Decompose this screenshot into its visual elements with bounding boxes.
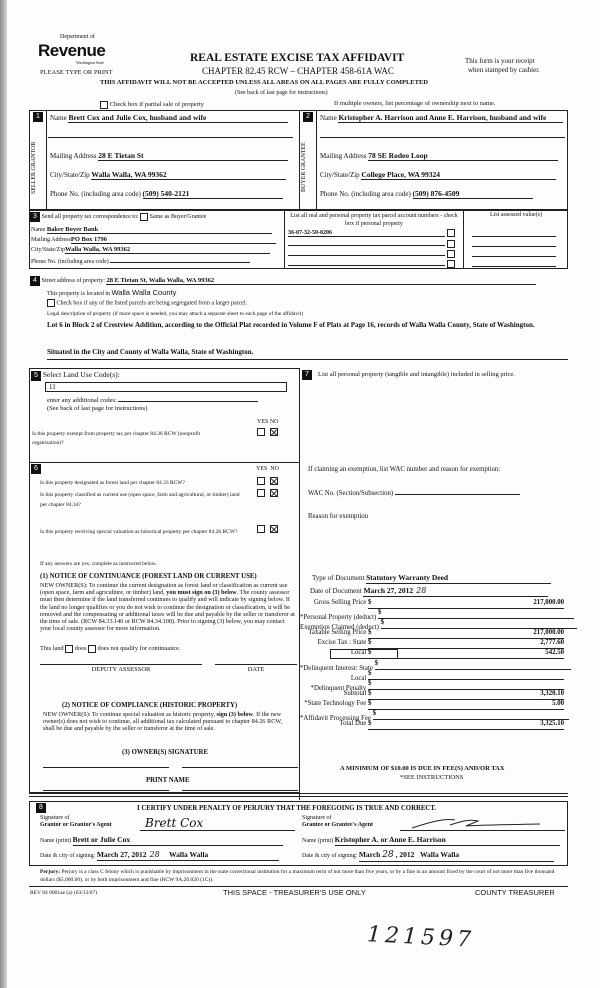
divider: [29, 793, 568, 797]
logo-state: Washington State: [76, 60, 105, 65]
land-use-code-field[interactable]: 11: [45, 382, 287, 392]
corr-city-field[interactable]: Walla Walla, WA 99362: [65, 246, 270, 254]
form-number: REV 84 0001ae (a) (03/13/07): [30, 890, 98, 896]
label: Date & city of signing:: [40, 853, 96, 859]
assessor-date-line[interactable]: DATE: [215, 664, 297, 674]
forest-question: Is this property designated as forest land per chapter 84.33 RCW?: [40, 480, 185, 486]
section-8-number: 8: [36, 803, 46, 813]
historic-question: Is this property receiving special valuation as historical property per chapter 84.26 RCW?: [40, 529, 238, 535]
treasurer-use-label: THIS SPACE - TREASURER'S USE ONLY: [223, 888, 366, 897]
label: Signature of: [40, 815, 70, 821]
tax-line: [300, 659, 564, 672]
label: Name (print): [40, 838, 72, 844]
section-7-number: 7: [302, 370, 312, 380]
correspondence-label: Send all property tax correspondence to:: [41, 214, 139, 220]
parcel-number-field[interactable]: 36-07-32-50-0206: [288, 230, 445, 237]
tax-line-value[interactable]: $ 5.00: [368, 699, 564, 710]
corr-name-field[interactable]: Baker Boyer Bank: [47, 226, 272, 234]
tax-line-label: *Delinquent Penalty: [310, 684, 367, 692]
grantee-signature[interactable]: [400, 816, 565, 831]
buyer-name-line-2[interactable]: [320, 132, 565, 138]
parcel-field[interactable]: [288, 249, 445, 256]
assessed-value-field[interactable]: [472, 236, 556, 237]
handwritten-number: 121597: [366, 922, 476, 953]
if-yes-note: If any answers are yes, complete as instructed below.: [40, 561, 157, 567]
form-title: REAL ESTATE EXCISE TAX AFFIDAVIT: [190, 52, 405, 64]
exempt-no-checkbox[interactable]: [270, 428, 278, 436]
county-treasurer-label: COUNTY TREASURER: [475, 888, 555, 897]
handwritten-date-correction: 28: [149, 850, 160, 859]
personal-property-checkbox[interactable]: [447, 229, 455, 237]
tax-line: [300, 628, 564, 638]
section-1-number: 1: [33, 112, 43, 122]
section-5-number: 5: [31, 371, 41, 381]
tax-line-value[interactable]: $ 217,000.00: [368, 628, 564, 639]
additional-codes-field[interactable]: [118, 395, 258, 402]
tax-line-value[interactable]: $: [373, 709, 569, 720]
label: does: [74, 645, 87, 652]
partial-sale-checkbox[interactable]: [100, 101, 108, 109]
property-street-field[interactable]: 28 E Tietan St, Walla Walla, WA 99362: [106, 277, 536, 285]
owner-signature-line[interactable]: [43, 767, 169, 768]
label: Phone No. (including area code): [50, 190, 141, 198]
label: City/State/Zip: [31, 247, 65, 253]
label: Date of Document: [310, 587, 362, 595]
form-subtitle: CHAPTER 82.45 RCW – CHAPTER 458-61A WAC: [202, 66, 394, 76]
tax-line-label: Local: [350, 674, 367, 682]
corr-phone-field[interactable]: [110, 256, 250, 263]
tax-line-label: Subtotal: [343, 689, 367, 697]
print-name-label: PRINT NAME: [146, 777, 190, 784]
tax-line: [300, 598, 564, 608]
historic-yes-checkbox[interactable]: [257, 525, 265, 533]
personal-property-label: List all personal property (tangible and intangible) included in selling price.: [318, 371, 515, 378]
section-6-number: 6: [31, 464, 41, 474]
seller-phone-field[interactable]: (509) 540-2121: [143, 189, 283, 199]
label: City/State/Zip: [320, 171, 360, 179]
acceptance-notice: THIS AFFIDAVIT WILL NOT BE ACCEPTED UNLESS ALL AREAS ON ALL PAGES ARE FULLY COMPLETED: [100, 79, 428, 86]
exempt-question: Is this property exempt from property tax per chapter 84.36 RCW (nonprofit organization)?: [32, 431, 201, 446]
label: This property is located in: [47, 291, 110, 297]
label: Phone No. (including area code): [320, 190, 411, 198]
deputy-assessor-line[interactable]: DEPUTY ASSESSOR: [40, 664, 202, 674]
buyer-name-field[interactable]: Kristopher A. Harrison and Anne E. Harrison, husband and wife: [338, 113, 563, 123]
local-jurisdiction-field[interactable]: [330, 649, 398, 659]
corr-address-field[interactable]: PO Box 1796: [71, 236, 276, 244]
print-name-line[interactable]: [182, 790, 298, 791]
tax-line-label: *Delinquent Interest: State: [300, 664, 373, 672]
tax-line-label: *State Technology Fee: [304, 699, 367, 707]
label: Name: [50, 114, 67, 122]
tax-line: [300, 638, 564, 648]
legal-description: Lot 6 in Block 2 of Crestview Addition, according to the Official Plat recorded in Volume F of Plats at Page 16, records of Walla Walla County, State of Washington.: [47, 321, 535, 329]
compliance-text: NEW OWNER(S): To continue special valuation as historic property, sign (3) below. If the new owner(s) does not wish to continue, all additional tax calculated pursuant to chapter 84.26 RCW, shall be due and payable by the seller or transferor at the time of sale.: [43, 711, 283, 733]
label: Name (print): [302, 838, 334, 844]
parcel-header: List all real and personal property tax parcel account numbers - check box if personal property: [290, 213, 458, 227]
tax-line: [300, 699, 564, 709]
tax-line-value[interactable]: $: [368, 669, 564, 680]
tax-line-value[interactable]: $: [381, 618, 577, 629]
no-header: NO: [269, 419, 279, 425]
dor-logo: [38, 34, 123, 65]
same-as-buyer-checkbox[interactable]: [140, 213, 148, 221]
see-back-note: (See back of last page for instructions): [235, 90, 328, 96]
assessed-value-field[interactable]: [472, 246, 556, 247]
tax-lines: [300, 598, 564, 729]
seller-grantor-label: SELLER GRANTOR: [31, 141, 37, 194]
logo-dept: Department of: [60, 34, 95, 40]
label: Street address of property:: [41, 278, 105, 284]
tax-line-label: *Affidavit Processing Fee: [300, 715, 371, 723]
minimum-due-note: A MINIMUM OF $10.00 IS DUE IN FEE(S) AND/OR TAX: [340, 765, 505, 772]
tax-line-label: Excise Tax : State: [317, 639, 367, 647]
tax-line-value[interactable]: $ 3,325.10: [368, 719, 564, 730]
label: Name: [320, 114, 337, 122]
forest-yes-checkbox[interactable]: [257, 477, 265, 485]
seller-address-field[interactable]: 28 E Tietan St: [98, 151, 288, 161]
legal-label: Legal description of property (if more space is needed, you may attach a separate sheet to each page of the affidavit): [47, 311, 303, 317]
label: Name: [31, 227, 46, 233]
tax-line-label: *Personal Property (deduct): [300, 614, 377, 622]
tax-line-value[interactable]: $ 2,777.60: [368, 638, 564, 649]
wac-number-field[interactable]: [395, 488, 520, 495]
segregated-label: Check box if any of the listed parcels are being segregated from a larger parcel.: [56, 300, 248, 307]
assessed-header: List assessed value(s): [490, 212, 542, 218]
tax-line: [300, 608, 564, 622]
segregated-checkbox[interactable]: [47, 299, 55, 307]
see-instructions-note: *SEE INSTRUCTIONS: [400, 774, 464, 781]
label: Grantor or Grantor's Agent: [40, 822, 112, 828]
tax-line-label: Total Due: [339, 720, 367, 728]
exemption-label: If claiming an exemption, list WAC number and reason for exemption:: [308, 466, 501, 473]
scan-edge: [0, 0, 7, 988]
current-use-yes-checkbox[interactable]: [257, 489, 265, 497]
tax-line-value[interactable]: $: [375, 659, 571, 670]
assessed-value-field[interactable]: [472, 256, 556, 257]
parcel-field[interactable]: [288, 239, 445, 246]
personal-property-checkbox[interactable]: [447, 240, 455, 248]
grantee-name-field[interactable]: Kristopher A. or Anne E. Harrison: [335, 834, 560, 846]
buyer-phone-field[interactable]: (509) 876-4509: [413, 189, 533, 199]
owner-signature-title: (3) OWNER(S) SIGNATURE: [122, 749, 208, 756]
county-field[interactable]: Walla Walla County: [111, 288, 177, 297]
tax-line-value[interactable]: $: [378, 608, 574, 619]
seller-name-field[interactable]: Brett Cox and Julie Cox, husband and wife: [68, 113, 288, 123]
current-use-no-checkbox[interactable]: [270, 489, 278, 497]
label: Type of Document: [312, 574, 365, 582]
tax-line-label: Taxable Selling Price: [308, 629, 367, 637]
buyer-address-field[interactable]: 78 SE Rodeo Loop: [368, 151, 558, 161]
grantor-date-city-field[interactable]: March 27, 2012 28 Walla Walla: [97, 849, 279, 861]
divider: [29, 462, 300, 463]
historic-no-checkbox[interactable]: [270, 525, 278, 533]
yes-header: YES: [256, 466, 268, 472]
tax-line-label: Local: [350, 649, 367, 657]
tax-line-value[interactable]: $ 542.50: [368, 648, 564, 659]
tax-line: [300, 618, 564, 632]
yes-header: YES: [257, 419, 269, 425]
label: WAC No. (Section/Subsection): [308, 490, 394, 497]
partial-sale-label: Check box if partial sale of property: [109, 101, 204, 108]
situated-text: Situated in the City and County of Walla Walla, State of Washington.: [47, 348, 254, 356]
label: Signature of: [302, 815, 332, 821]
buyer-city-field[interactable]: College Place, WA 99324: [361, 170, 556, 180]
handwritten-date-correction: 28: [416, 586, 427, 595]
label: Phone No. (including area code): [31, 259, 109, 265]
multiple-owners-note: If multiple owners, list percentage of ownership next to name.: [334, 100, 496, 107]
print-name-line[interactable]: [43, 790, 169, 791]
personal-property-checkbox[interactable]: [447, 250, 455, 258]
label: Mailing Address: [320, 152, 367, 160]
same-as-buyer-label: Same as Buyer/Grantee: [149, 214, 207, 220]
see-instructions: (See back of last page for instructions): [47, 405, 148, 412]
seller-name-line-2[interactable]: [48, 132, 293, 138]
owner-signature-line[interactable]: [182, 767, 298, 768]
does-qualify-checkbox[interactable]: [65, 645, 73, 653]
tax-line-value[interactable]: $: [368, 679, 564, 690]
receipt-note-1: This form is your receipt: [465, 57, 535, 65]
current-use-question: Is this property classified as current use (open space, farm and agricultural, or timber) land per chapter 84.34?: [40, 492, 240, 508]
tax-line-label: Exemption Claimed (deduct): [300, 624, 379, 632]
divider: [463, 210, 464, 269]
section-3-number: 3: [30, 212, 40, 222]
parcel-field[interactable]: [288, 259, 445, 266]
receipt-note-2: when stamped by cashier.: [468, 66, 540, 74]
document-date-typed: March 27, 2012: [363, 586, 414, 595]
document-date-field[interactable]: [363, 586, 548, 597]
grantee-date-city-field[interactable]: March 28 , 2012 Walla Walla: [359, 849, 554, 862]
tax-line-value[interactable]: $ 217,000.00: [368, 598, 564, 609]
label: does not qualify for continuance.: [97, 645, 181, 652]
label: City/State/Zip: [50, 171, 90, 179]
reason-label: Reason for exemption: [308, 513, 369, 520]
tax-line: [300, 709, 564, 723]
divider: [47, 359, 568, 360]
label: enter any additional codes:: [47, 397, 117, 404]
seller-city-field[interactable]: Walla Walla, WA 99362: [91, 170, 286, 180]
logo-name: Revenue: [38, 41, 106, 60]
section-4-number: 4: [30, 276, 40, 286]
divider: [29, 886, 568, 887]
does-not-qualify-checkbox[interactable]: [88, 645, 96, 653]
continuance-text: NEW OWNER(S): To continue the current designation as forest land or classification as current use (open space, farm and agriculture, or timber) land, you must sign on (3) below. The county assessor must then determine if the land transferred continues to qualify and will indicate by signing below. If the land no longer qualifies or you do not wish to continue the designation or classification, it will be removed and the compensating or additional taxes will be due and payable by the seller or transferor at the time of sale. (RCW 84.33.140 or RCW 84.34.108). Prior to signing (3) below, you may contact your local county assessor for more information.: [40, 582, 295, 633]
land-use-label: Select Land Use Code(s):: [42, 370, 120, 379]
label: Mailing Address: [31, 237, 71, 243]
label: Mailing Address: [50, 152, 97, 160]
section-2-number: 2: [303, 112, 313, 122]
personal-property-checkbox[interactable]: [447, 260, 455, 268]
buyer-grantee-label: BUYER GRANTEE: [301, 142, 307, 193]
perjury-statement: Perjury: Perjury is a class C felony which is punishable by imprisonment in the state correctional institution for a maximum term of not more than five years, or by a fine in an amount fixed by the court of not more than five thousand dollars ($5,000.00), or by both imprisonment and fine (RCW 9A.20.020 (1C)).: [40, 869, 555, 883]
document-type-field[interactable]: Statutory Warranty Deed: [366, 573, 551, 584]
exempt-yes-checkbox[interactable]: [257, 428, 265, 436]
tax-line-value[interactable]: $ 3,320.10: [368, 689, 564, 700]
tax-line: [300, 719, 564, 729]
divider: [299, 368, 300, 800]
label: Grantee or Grantee's Agent: [302, 822, 374, 828]
continuance-title: (1) NOTICE OF CONTINUANCE (FOREST LAND OR CURRENT USE): [40, 573, 257, 580]
divider: [284, 210, 285, 269]
please-type: PLEASE TYPE OR PRINT: [40, 69, 113, 76]
forest-no-checkbox[interactable]: [270, 477, 278, 485]
certification-title: I CERTIFY UNDER PENALTY OF PERJURY THAT THE FOREGOING IS TRUE AND CORRECT.: [137, 805, 437, 812]
label: Date & city of signing:: [302, 853, 358, 859]
compliance-title: (2) NOTICE OF COMPLIANCE (HISTORIC PROPERTY): [62, 702, 238, 709]
tax-line: [300, 679, 564, 692]
grantor-signature[interactable]: Brett Cox: [140, 816, 295, 831]
tax-line-label: Gross Selling Price: [313, 599, 367, 606]
no-header: NO: [270, 466, 280, 472]
label: This land: [40, 645, 64, 652]
assessed-value-field[interactable]: [472, 266, 556, 267]
grantor-name-field[interactable]: Brett or Julie Cox: [73, 834, 283, 846]
